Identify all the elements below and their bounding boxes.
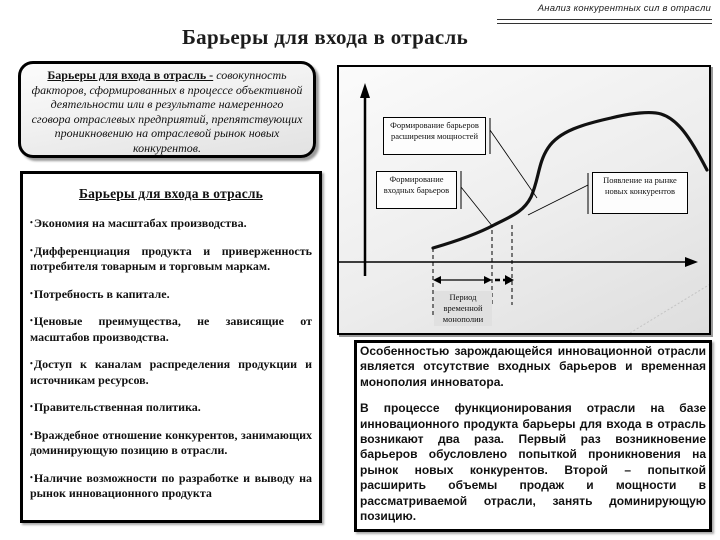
header-double-rule [497, 19, 712, 24]
list-item: • Наличие возможности по разработке и выводу на рынок инновационного продукта [30, 470, 312, 502]
callout-leader-line [490, 130, 537, 198]
callout-leader-line [528, 185, 588, 215]
list-item: • Потребность в капитале. [30, 286, 312, 303]
notes-paragraph: Особенностью зарождающейся инновационной отрасли является отсутствие входных барьеров и временная монополия инноватора. [360, 344, 706, 389]
callout-capacity-barriers: Формирование барьеров расширения мощностей [383, 117, 486, 155]
page-title: Барьеры для входа в отрасль [181, 25, 468, 49]
callout-entry-barriers: Формирование входных барьеров [376, 171, 457, 209]
arrow-right-head-icon [484, 276, 492, 284]
definition-term: Барьеры для входа в отрасль - [47, 68, 214, 82]
notes-paragraph: В процессе функционирования отрасли на базе инновационного продукта барьеры для входа в отрасль возникают два раза. Первый раз возникновение барьеров обусловлено попыткой проникновения на рынок новых конкурентов. Второй – попыткой расширить объемы продаж и мощности в рассматриваемой отрасли, занять доминирующую позицию. [360, 401, 706, 524]
list-item: • Дифференциация продукта и приверженность потребителя товарным и торговым маркам. [30, 243, 312, 275]
list-item: • Ценовые преимущества, не зависящие от масштабов производства. [30, 313, 312, 345]
page-header-note: Анализ конкурентных сил в отрасли [537, 3, 711, 14]
barriers-list-title: Барьеры для входа в отрасль [78, 186, 264, 201]
background-diagonal-line [630, 283, 709, 333]
barriers-curve-diagram [337, 65, 711, 335]
definition-text: совокупность факторов, сформированных в процессе объективной деятельности или в результате намеренного сговора отраслевых предприятий, препятствующих проникновению на отраслевой рынок новых конкурентов. [31, 68, 303, 155]
arrow-left-head-icon [433, 276, 441, 284]
definition-box [18, 61, 316, 158]
barriers-list-box [20, 171, 322, 523]
temporary-monopoly-period-label: Период временной монополии [434, 291, 492, 326]
list-item: • Враждебное отношение конкурентов, занимающих доминирующую позицию в отрасли. [30, 427, 312, 459]
list-item: • Экономия на масштабах производства. [30, 215, 312, 232]
list-item: • Правительственная политика. [30, 399, 312, 416]
y-axis-arrowhead-icon [360, 83, 370, 98]
callout-leader-line [461, 187, 493, 227]
callout-new-competitors: Появление на рынке новых конкурентов [592, 172, 688, 214]
list-item: • Доступ к каналам распределения продукции и источникам ресурсов. [30, 356, 312, 388]
notes-box [354, 340, 712, 532]
short-arrow-head-icon [505, 275, 514, 285]
x-axis-arrowhead-icon [685, 257, 698, 267]
